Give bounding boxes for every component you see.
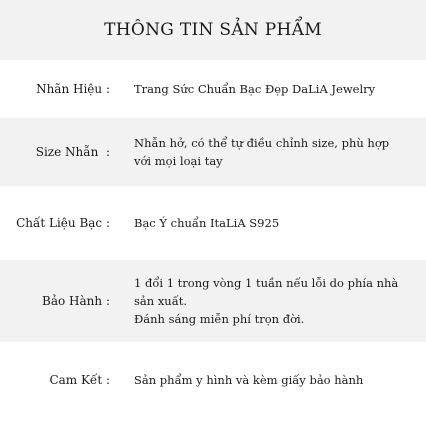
brand-label: Nhãn Hiệu : [36, 82, 110, 96]
brand-value [134, 80, 418, 98]
value-line: Sản phẩm y hình và kèm giấy bảo hành [134, 373, 364, 387]
ring-size-value [134, 134, 418, 170]
warranty-value [134, 274, 418, 328]
value-line: sản xuất. [134, 294, 188, 308]
value-line: Trang Sức Chuẩn Bạc Đẹp DaLiA Jewelry [134, 82, 376, 96]
value-line: với mọi loại tay [134, 154, 223, 168]
row-ring-size [0, 118, 426, 186]
value-line: Nhẫn hở, có thể tự điều chỉnh size, phù hợp [134, 136, 390, 150]
value-line: Đánh sáng miễn phí trọn đời. [134, 312, 305, 326]
commitment-label: Cam Kết : [49, 373, 110, 387]
material-label: Chất Liệu Bạc : [16, 216, 110, 230]
row-warranty [0, 260, 426, 342]
ring-size-label: Size Nhẫn : [35, 145, 110, 159]
warranty-label: Bảo Hành : [42, 294, 110, 308]
page-title: THÔNG TIN SẢN PHẨM [104, 20, 322, 40]
value-line: 1 đổi 1 trong vòng 1 tuần nếu lỗi do phía nhà [134, 276, 399, 290]
row-material [0, 186, 426, 260]
row-brand [0, 60, 426, 118]
value-line: Bạc Ý chuẩn ItaLiA S925 [134, 216, 280, 230]
commitment-value [134, 371, 418, 389]
header-band [0, 0, 426, 60]
row-commitment [0, 342, 426, 418]
material-value [134, 214, 418, 232]
